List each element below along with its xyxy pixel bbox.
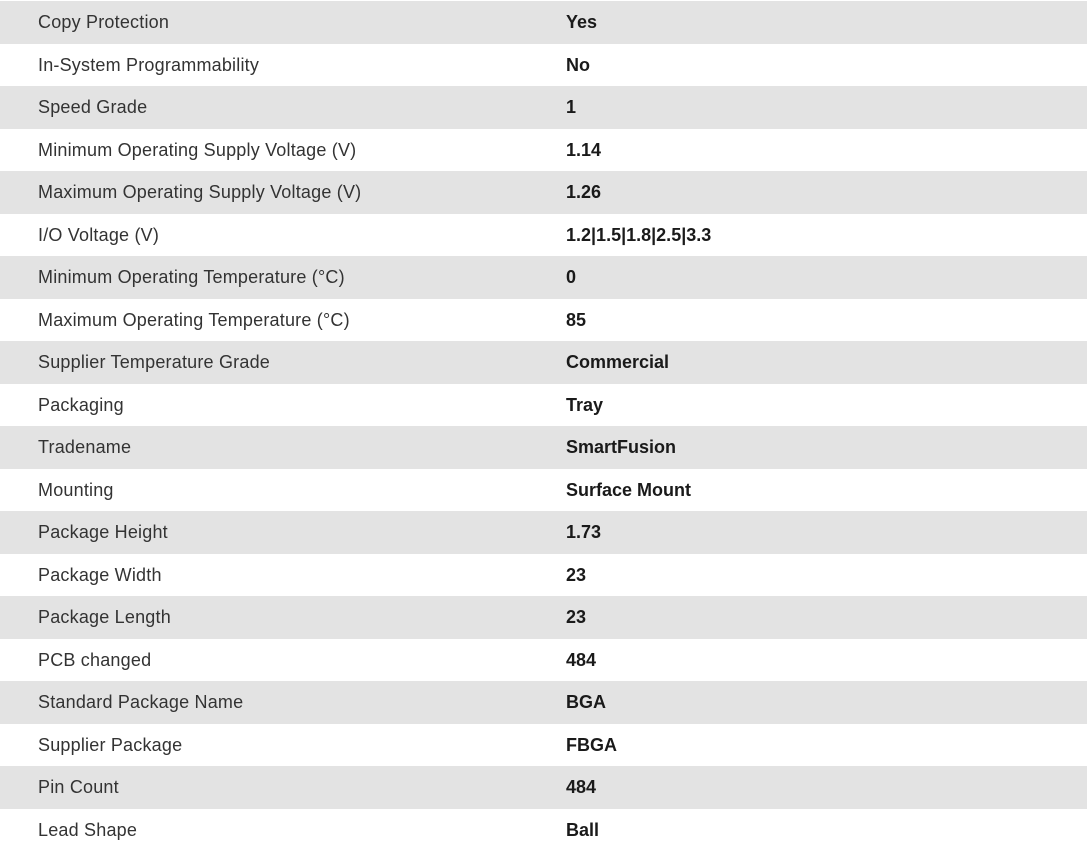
spec-row-tradename — [0, 426, 1087, 469]
spec-label: I/O Voltage (V) — [38, 224, 160, 245]
spec-row-package-length — [0, 596, 1087, 639]
spec-label: Maximum Operating Supply Voltage (V) — [38, 182, 362, 203]
spec-value: 1.14 — [566, 139, 602, 160]
spec-label: Minimum Operating Temperature (°C) — [38, 267, 345, 288]
spec-value: 1 — [566, 97, 577, 118]
spec-value: No — [566, 54, 590, 75]
spec-row-min-supply-voltage — [0, 129, 1087, 172]
spec-value: FBGA — [566, 734, 617, 755]
spec-label: Minimum Operating Supply Voltage (V) — [38, 139, 357, 160]
spec-label: Lead Shape — [38, 819, 138, 840]
spec-label: Standard Package Name — [38, 692, 244, 713]
spec-label: Package Height — [38, 522, 168, 543]
specifications-table-body — [0, 1, 1087, 844]
spec-row-lead-shape — [0, 809, 1087, 844]
spec-label: Maximum Operating Temperature (°C) — [38, 309, 350, 330]
spec-row-in-system-programmability — [0, 44, 1087, 87]
spec-label: In-System Programmability — [38, 54, 260, 75]
spec-value: Ball — [566, 819, 600, 840]
spec-value: Commercial — [566, 352, 670, 373]
spec-row-io-voltage — [0, 214, 1087, 257]
spec-label: Speed Grade — [38, 97, 148, 118]
spec-label: Package Width — [38, 564, 162, 585]
spec-row-max-operating-temperature — [0, 299, 1087, 342]
spec-label: Pin Count — [38, 777, 119, 798]
spec-label: PCB changed — [38, 649, 152, 670]
spec-row-mounting — [0, 469, 1087, 512]
spec-value: 484 — [566, 777, 597, 798]
spec-value: 1.73 — [566, 522, 602, 543]
spec-value: 23 — [566, 607, 587, 628]
spec-value: 484 — [566, 649, 597, 670]
specifications-table — [0, 1, 1087, 844]
spec-row-pin-count — [0, 766, 1087, 809]
spec-row-supplier-temperature-grade — [0, 341, 1087, 384]
spec-value: Yes — [566, 12, 598, 33]
spec-value: 85 — [566, 309, 587, 330]
spec-row-min-operating-temperature — [0, 256, 1087, 299]
spec-row-package-width — [0, 554, 1087, 597]
spec-row-copy-protection — [0, 1, 1087, 44]
spec-row-speed-grade — [0, 86, 1087, 129]
spec-value: 1.26 — [566, 182, 602, 203]
spec-value: 23 — [566, 564, 587, 585]
spec-label: Supplier Package — [38, 734, 183, 755]
spec-row-max-supply-voltage — [0, 171, 1087, 214]
spec-label: Tradename — [38, 437, 132, 458]
spec-value: Tray — [566, 394, 604, 415]
spec-value: Surface Mount — [566, 479, 692, 500]
spec-label: Supplier Temperature Grade — [38, 352, 270, 373]
spec-label: Package Length — [38, 607, 171, 628]
spec-row-packaging — [0, 384, 1087, 427]
spec-value: SmartFusion — [566, 437, 677, 458]
spec-row-package-height — [0, 511, 1087, 554]
spec-label: Packaging — [38, 394, 124, 415]
spec-row-supplier-package — [0, 724, 1087, 767]
spec-row-pcb-changed — [0, 639, 1087, 682]
spec-value: 1.2|1.5|1.8|2.5|3.3 — [566, 224, 712, 245]
spec-label: Copy Protection — [38, 12, 170, 33]
spec-value: BGA — [566, 692, 606, 713]
spec-label: Mounting — [38, 479, 114, 500]
spec-row-standard-package-name — [0, 681, 1087, 724]
spec-value: 0 — [566, 267, 577, 288]
